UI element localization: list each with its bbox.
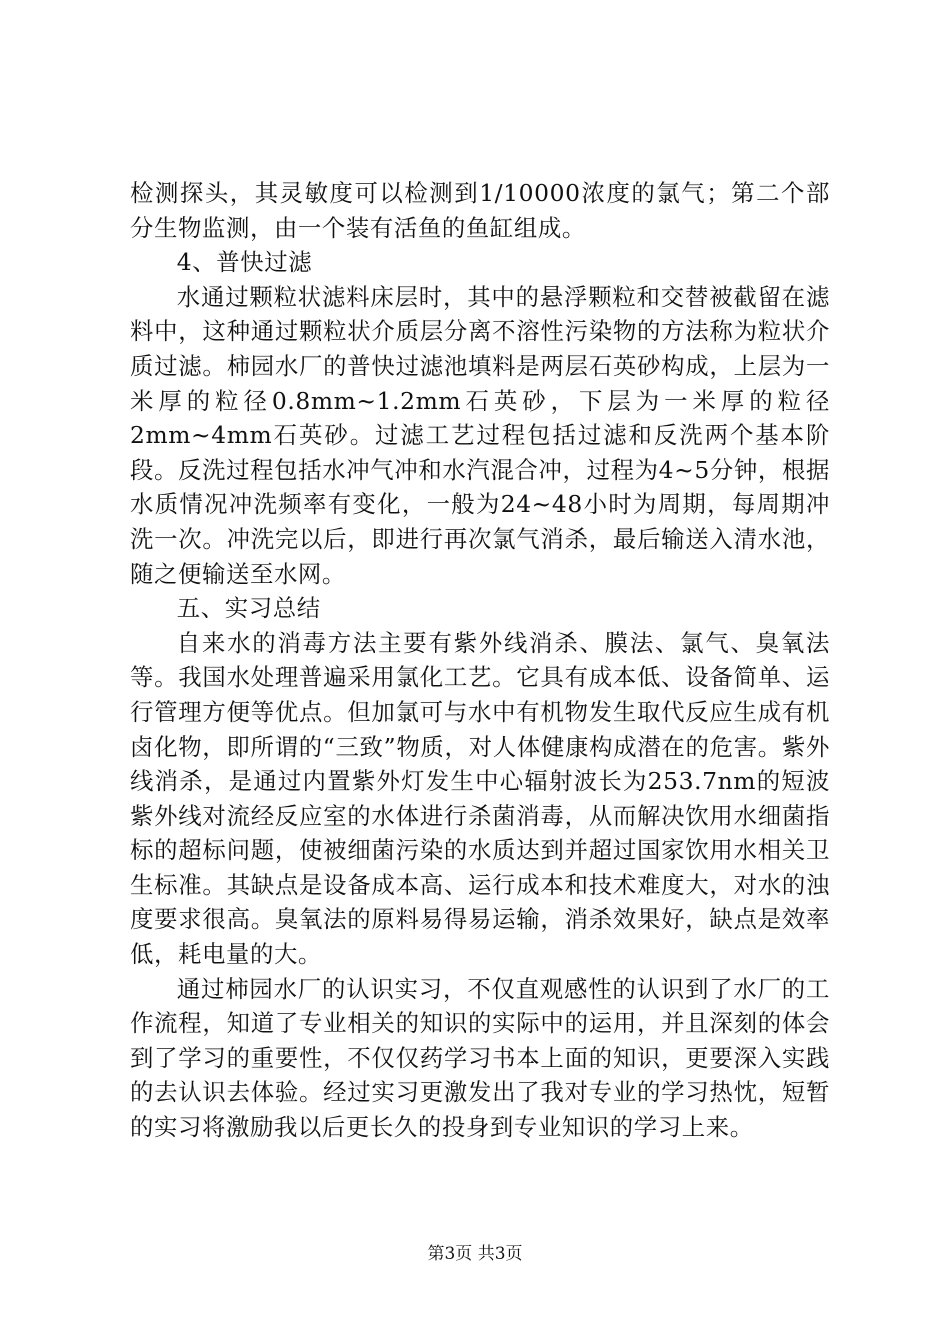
section-heading-rapid-filtration: 4、普快过滤 [176, 248, 313, 277]
paragraph-disinfection-methods: 自来水的消毒方法主要有紫外线消杀、膜法、氯气、臭氧法等。我国水处理普遍采用氯化工艺。它具有成本低、设备简单、运行管理方便等优点。但加氯可与水中有机物发生取代反应生成有机卤化物，即所谓的“三致”物质，对人体健康构成潜在的危害。紫外线消杀，是通过内置紫外灯发生中心辐射波长为253.7nm的短波紫外线对流经反应室的水体进行杀菌消毒，从而解决饮用水细菌指标的超标问题，使被细菌污染的水质达到并超过国家饮用水相关卫生标准。其缺点是设备成本高、运行成本和技术难度大，对水的浊度要求很高。臭氧法的原料易得易运输，消杀效果好，缺点是效率低，耗电量的大。 [130, 628, 830, 969]
paragraph-rapid-filtration: 水通过颗粒状滤料床层时，其中的悬浮颗粒和交替被截留在滤料中，这种通过颗粒状介质层分离不溶性污染物的方法称为粒状介质过滤。柿园水厂的普快过滤池填料是两层石英砂构成，上层为一米厚的粒径0.8mm~1.2mm石英砂，下层为一米厚的粒径2mm~4mm石英砂。过滤工艺过程包括过滤和反洗两个基本阶段。反洗过程包括水冲气冲和水汽混合冲，过程为4~5分钟，根据水质情况冲洗频率有变化，一般为24~48小时为周期，每周期冲洗一次。冲洗完以后，即进行再次氯气消杀，最后输送入清水池，随之便输送至水网。 [130, 282, 830, 588]
document-body [130, 176, 830, 1145]
paragraph-chlorine-detection: 检测探头，其灵敏度可以检测到1/10000浓度的氯气；第二个部分生物监测，由一个装有活鱼的鱼缸组成。 [130, 179, 830, 242]
page-number-footer: 第3页 共3页 [427, 1244, 523, 1264]
section-heading-internship-summary: 五、实习总结 [176, 594, 321, 623]
paragraph-internship-reflection: 通过柿园水厂的认识实习，不仅直观感性的认识到了水厂的工作流程，知道了专业相关的知识的实际中的运用，并且深刻的体会到了学习的重要性，不仅仅药学习书本上面的知识，更要深入实践的去认识去体验。经过实习更激发出了我对专业的学习热忱，短暂的实习将激励我以后更长久的投身到专业知识的学习上来。 [130, 974, 830, 1142]
